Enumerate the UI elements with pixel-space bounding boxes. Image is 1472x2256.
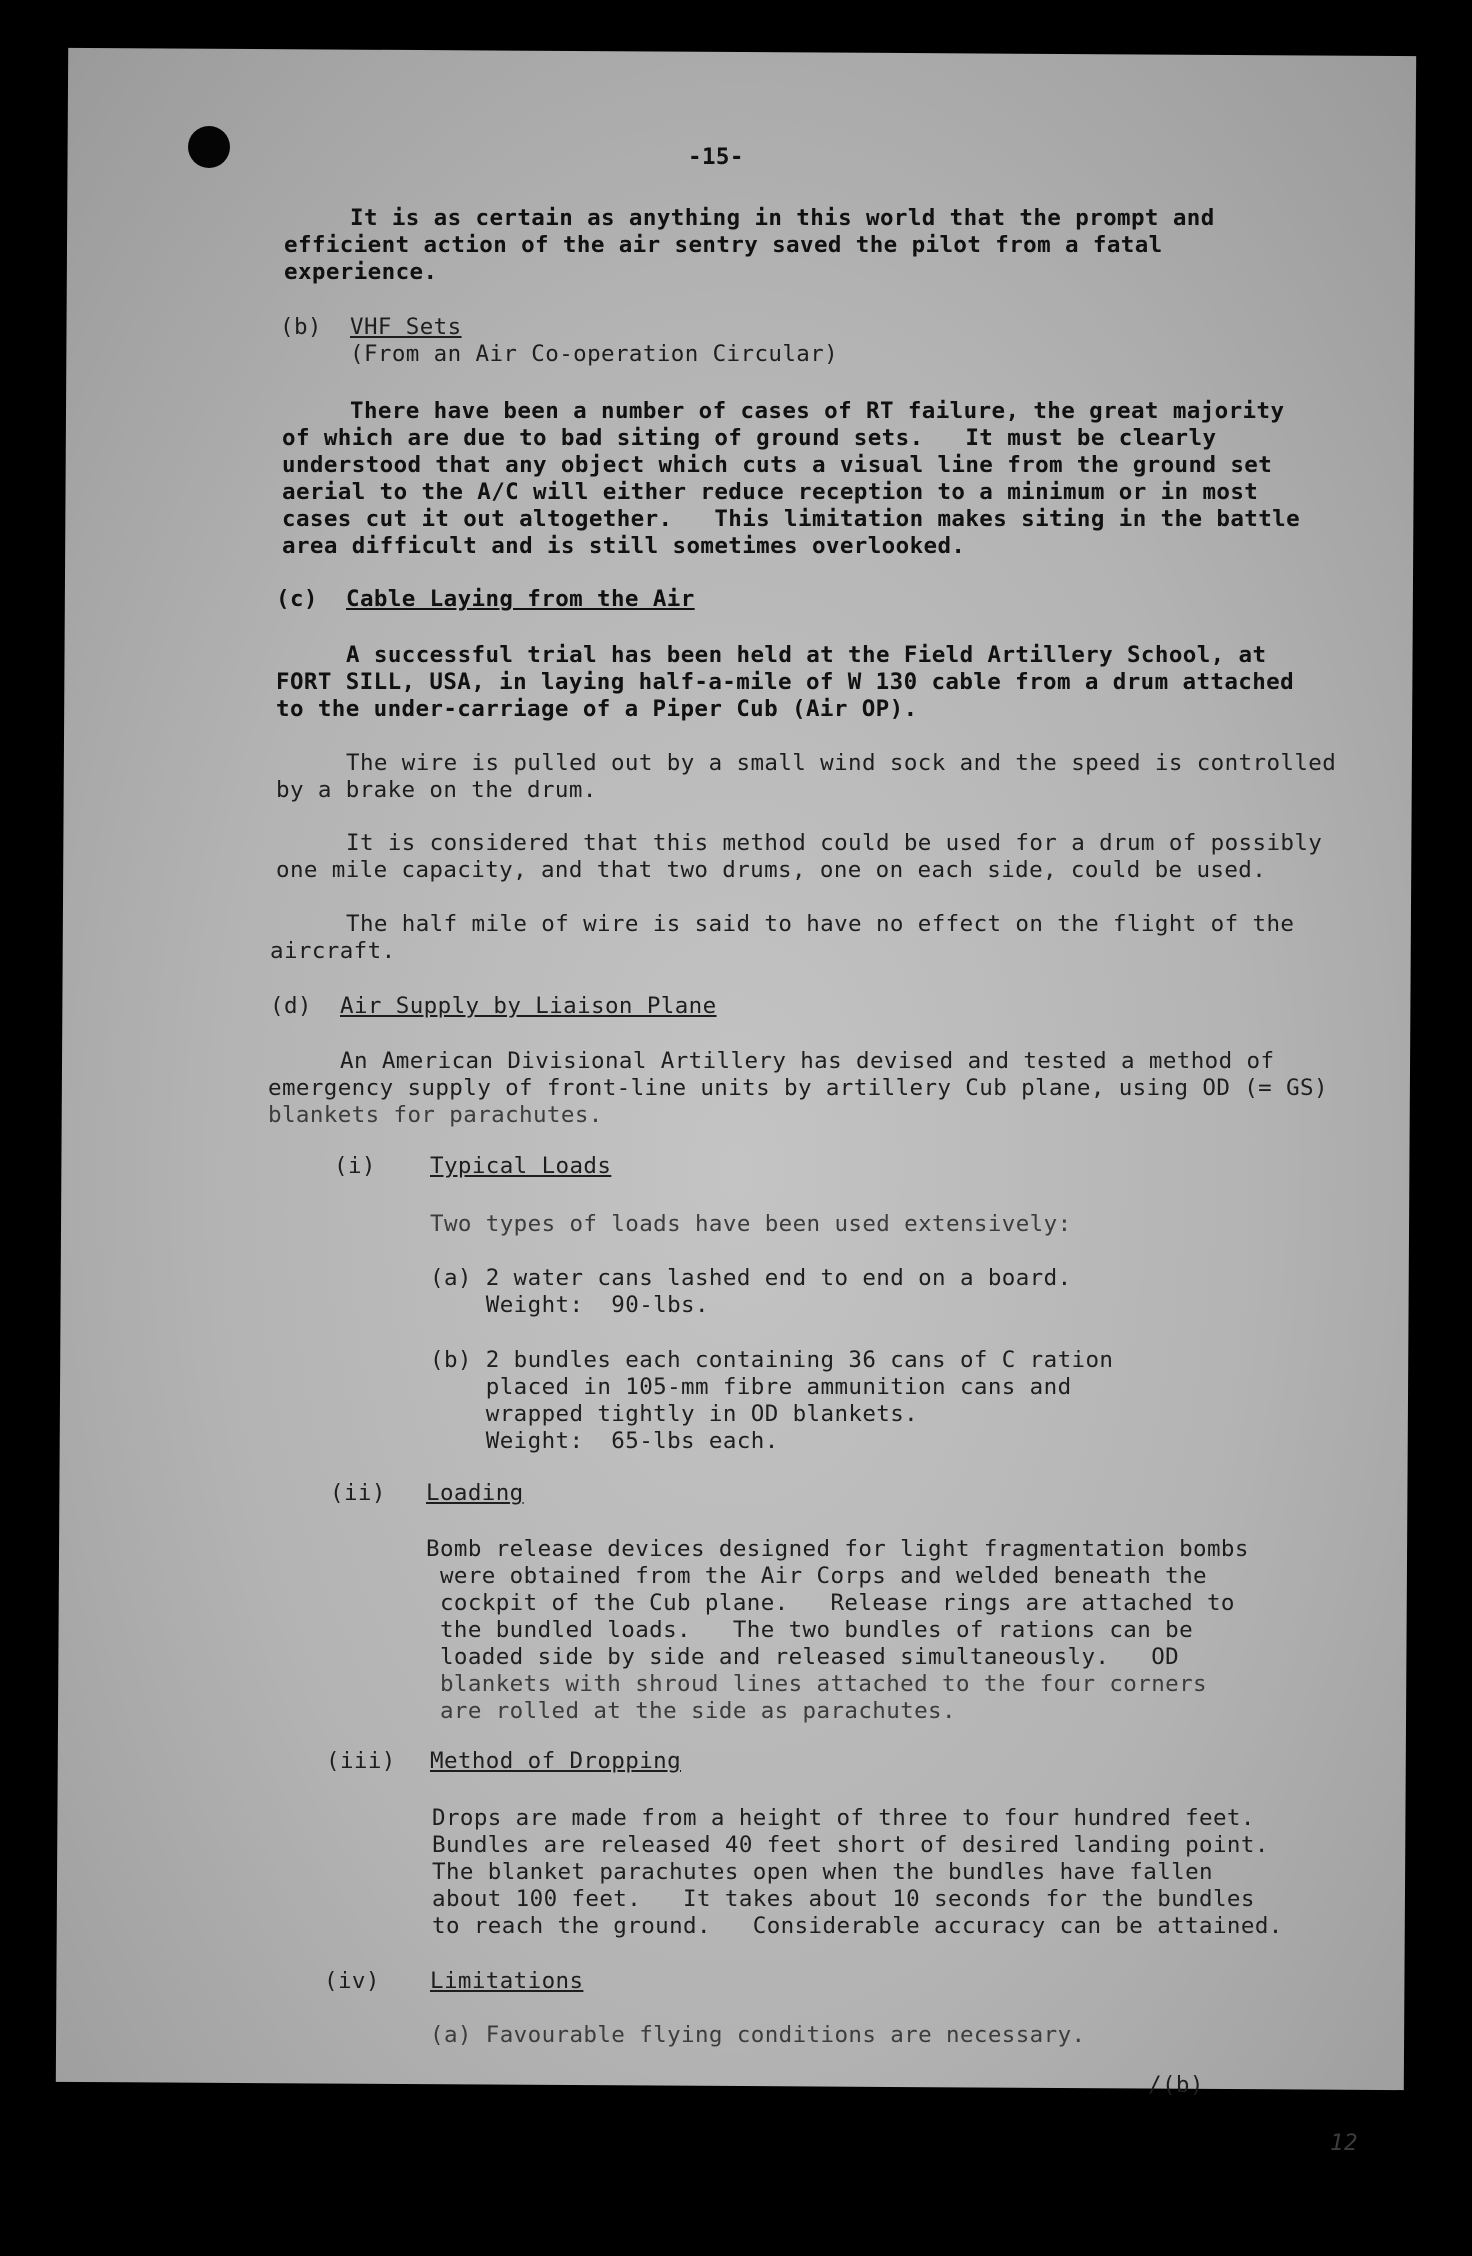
sub-ii-line-3: cockpit of the Cub plane. Release rings are attached to — [426, 1590, 1235, 1616]
section-b-line-1: There have been a number of cases of RT failure, the great majority — [350, 398, 1285, 424]
section-c-p1-line-2: FORT SILL, USA, in laying half-a-mile of W 130 cable from a drum attached — [276, 669, 1295, 695]
sub-i-item-b-line-4: Weight: 65-lbs each. — [430, 1428, 779, 1454]
punch-hole — [188, 126, 230, 168]
sub-iii-marker: (iii) — [326, 1748, 396, 1774]
sub-iv-marker: (iv) — [324, 1968, 380, 1994]
sub-i-item-b-line-2: placed in 105-mm fibre ammunition cans and — [430, 1374, 1072, 1400]
intro-line-2: efficient action of the air sentry saved the pilot from a fatal — [284, 232, 1163, 258]
sub-i-intro: Two types of loads have been used extensively: — [430, 1211, 1072, 1237]
sub-ii-line-4: the bundled loads. The two bundles of rations can be — [426, 1617, 1194, 1643]
sub-i-item-b-line-3: wrapped tightly in OD blankets. — [430, 1401, 919, 1427]
page-number: -15- — [688, 144, 744, 170]
section-c-p3-line-1: It is considered that this method could be used for a drum of possibly — [346, 830, 1323, 856]
sub-iii-line-5: to reach the ground. Considerable accuracy can be attained. — [432, 1913, 1283, 1939]
sub-iv-item-a: (a) Favourable flying conditions are necessary. — [430, 2022, 1086, 2048]
section-c-p2-line-2: by a brake on the drum. — [276, 777, 597, 803]
section-b-subheading: (From an Air Co-operation Circular) — [350, 341, 839, 367]
section-d-line-1: An American Divisional Artillery has devised and tested a method of — [340, 1048, 1275, 1074]
section-c-heading: Cable Laying from the Air — [346, 586, 695, 612]
section-b-heading: VHF Sets — [350, 314, 462, 340]
section-d-line-2: emergency supply of front-line units by artillery Cub plane, using OD (= GS) — [268, 1075, 1328, 1101]
sub-ii-heading: Loading — [426, 1480, 524, 1506]
sub-ii-marker: (ii) — [330, 1480, 386, 1506]
sub-ii-line-1: Bomb release devices designed for light fragmentation bombs — [426, 1536, 1249, 1562]
sub-ii-line-2: were obtained from the Air Corps and welded beneath the — [426, 1563, 1207, 1589]
section-c-p4-line-2: aircraft. — [270, 938, 396, 964]
sub-i-heading: Typical Loads — [430, 1153, 612, 1179]
sub-i-marker: (i) — [334, 1153, 376, 1179]
sub-iv-heading: Limitations — [430, 1968, 584, 1994]
section-c-p1-line-1: A successful trial has been held at the Field Artillery School, at — [346, 642, 1267, 668]
section-b-marker: (b) — [280, 314, 322, 340]
sub-iii-line-1: Drops are made from a height of three to four hundred feet. — [432, 1805, 1255, 1831]
catchword: /(b) — [1148, 2072, 1204, 2098]
sub-i-item-a-line-2: Weight: 90-lbs. — [430, 1292, 709, 1318]
section-d-line-3: blankets for parachutes. — [268, 1102, 603, 1128]
section-c-p1-line-3: to the under-carriage of a Piper Cub (Air OP). — [276, 696, 918, 722]
sub-ii-line-5: loaded side by side and released simultaneously. OD — [426, 1644, 1180, 1670]
section-c-marker: (c) — [276, 586, 318, 612]
section-c-p2-line-1: The wire is pulled out by a small wind sock and the speed is controlled — [346, 750, 1337, 776]
sub-ii-line-7: are rolled at the side as parachutes. — [426, 1698, 956, 1724]
sub-i-item-b-line-1: (b) 2 bundles each containing 36 cans of C ration — [430, 1347, 1114, 1373]
section-b-line-2: of which are due to bad siting of ground sets. It must be clearly — [282, 425, 1217, 451]
section-d-marker: (d) — [270, 993, 312, 1019]
sub-iii-line-3: The blanket parachutes open when the bundles have fallen — [432, 1859, 1213, 1885]
section-b-line-5: cases cut it out altogether. This limitation makes siting in the battle — [282, 506, 1301, 532]
intro-line-3: experience. — [284, 259, 438, 285]
section-b-line-6: area difficult and is still sometimes overlooked. — [282, 533, 966, 559]
section-b-line-4: aerial to the A/C will either reduce reception to a minimum or in most — [282, 479, 1259, 505]
sub-ii-line-6: blankets with shroud lines attached to the four corners — [426, 1671, 1207, 1697]
intro-line-1: It is as certain as anything in this world that the prompt and — [350, 205, 1215, 231]
section-b-line-3: understood that any object which cuts a visual line from the ground set — [282, 452, 1273, 478]
sub-iii-line-2: Bundles are released 40 feet short of desired landing point. — [432, 1832, 1269, 1858]
section-d-heading: Air Supply by Liaison Plane — [340, 993, 717, 1019]
sub-i-item-a-line-1: (a) 2 water cans lashed end to end on a board. — [430, 1265, 1072, 1291]
corner-handwritten-mark: 12 — [1330, 2130, 1358, 2156]
section-c-p3-line-2: one mile capacity, and that two drums, one on each side, could be used. — [276, 857, 1267, 883]
sub-iii-heading: Method of Dropping — [430, 1748, 682, 1774]
section-c-p4-line-1: The half mile of wire is said to have no effect on the flight of the — [346, 911, 1295, 937]
sub-iii-line-4: about 100 feet. It takes about 10 seconds for the bundles — [432, 1886, 1255, 1912]
